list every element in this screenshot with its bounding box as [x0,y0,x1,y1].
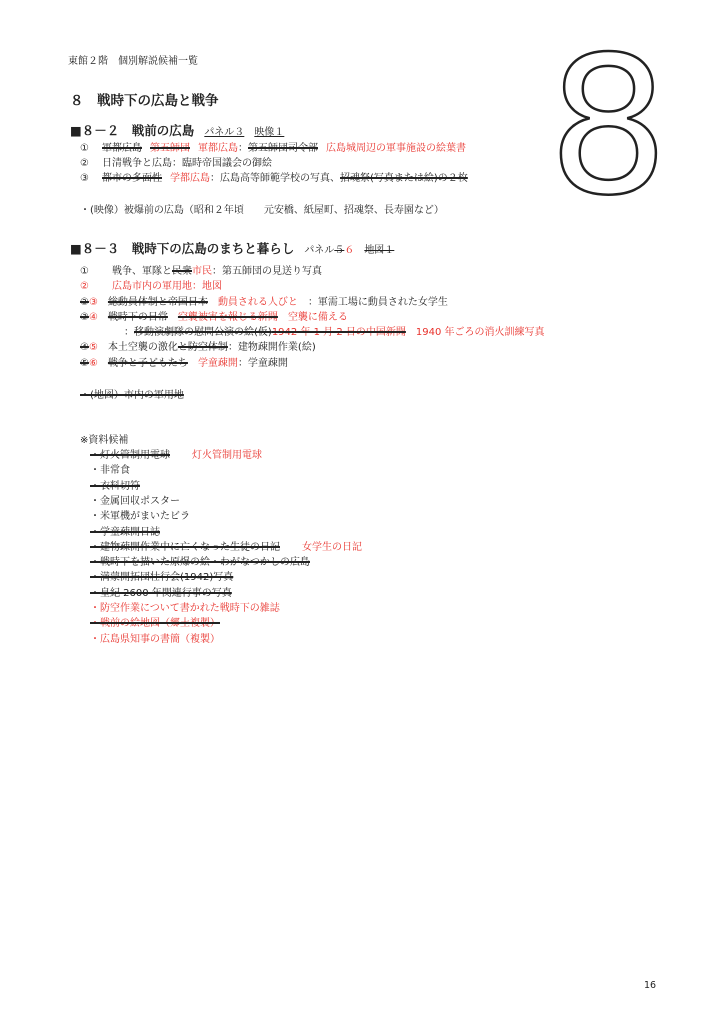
subsection-title-8-3: ■８－３ 戦時下の広島のまちと暮らし パネル５６ 地図１ [70,241,395,256]
list-item: ② 日清戦争と広島：臨時帝国議会の御絵 [80,158,272,169]
material-item [90,556,310,570]
material-item [90,480,140,494]
material-item-text: ・非常食 [90,465,130,477]
material-item [90,571,233,585]
material-item-text: ・米軍機がまいたビラ [90,511,190,523]
material-item [90,587,232,601]
material-item [90,495,180,509]
material-item [90,449,262,463]
list-item: ：移動演劇隊の慰問公演の絵(仮)1942 年 1 月 2 日の中国新聞 1940 年ごろの消火訓練写真 [124,327,545,338]
list-item: ② 広島市内の軍用地：地図 [80,281,222,292]
list-item: ③④ 戦時下の日常 空襲被害を報じる新聞 空襲に備える [80,312,348,323]
list-item: ③ 都市の多面性 学都広島：広島高等師範学校の写真、招魂祭(写真または絵)の２枚 [80,173,468,184]
video-line: ・(映像）被爆前の広島（昭和２年頃 元安橋、紙屋町、招魂祭、長寿園など） [80,205,444,216]
list-item: ④⑤ 本土空襲の激化と防空体制：建物疎開作業(絵) [80,342,316,353]
material-item-text: ・衣料切符 [90,480,140,492]
material-item-text: ・広島県知事の書簡（複製） [90,633,220,645]
subsection-title-8-2: ■８－２ 戦前の広島 パネル３ 映像１ [70,123,285,138]
material-item [90,541,362,555]
material-item-text: ・灯火管制用電球 [90,450,170,461]
page-number: 16 [644,980,657,991]
material-item-addition: 灯火管制用電球 [192,450,262,461]
material-item [90,633,220,647]
list-item: ⑤⑥ 戦争と子どもたち 学童疎開：学童疎開 [80,358,288,369]
material-item [90,602,280,616]
list-item: ②③ 総動員体制と帝国日本 動員される人びと ：軍需工場に動員された女学生 [80,297,448,308]
material-item-addition: 女学生の日記 [302,541,362,553]
material-item [90,526,160,540]
material-item-text: ・金属回収ポスター [90,495,180,507]
material-item-text: ・防空作業について書かれた戦時下の雑誌 [90,603,280,614]
material-item-text: ・戦時下を描いた原爆の絵・わがなつかしの広島 [90,557,310,569]
section-number-large: 8 [548,16,669,237]
material-item [90,464,130,478]
material-item-text: ・皇紀 2600 年関連行事の写真 [90,587,232,599]
material-item-text: ・戦前の絵地図（郷土複製） [90,618,220,630]
material-item-text: ・満蒙開拓団壮行会(1942)写真 [90,572,234,584]
page-header: 東館２階 個別解説候補一覧 [68,56,198,67]
material-item-text: ・建物疎開作業中に亡くなった生徒の日記 [90,541,280,553]
material-item [90,617,220,631]
material-item-text: ・学童疎開日誌 [90,526,160,538]
section-title: ８ 戦時下の広島と戦争 [70,93,219,109]
material-item [90,510,190,524]
materials-title: ※資料候補 [80,435,129,446]
map-line: ・(地図）市内の軍用地 [80,390,184,401]
list-item: ① 戦争、軍隊と民衆市民：第五師団の見送り写真 [80,266,322,277]
list-item: ① 軍都広島 第五師団 軍都広島：第五師団司令部 広島城周辺の軍事施設の絵葉書 [80,143,466,154]
